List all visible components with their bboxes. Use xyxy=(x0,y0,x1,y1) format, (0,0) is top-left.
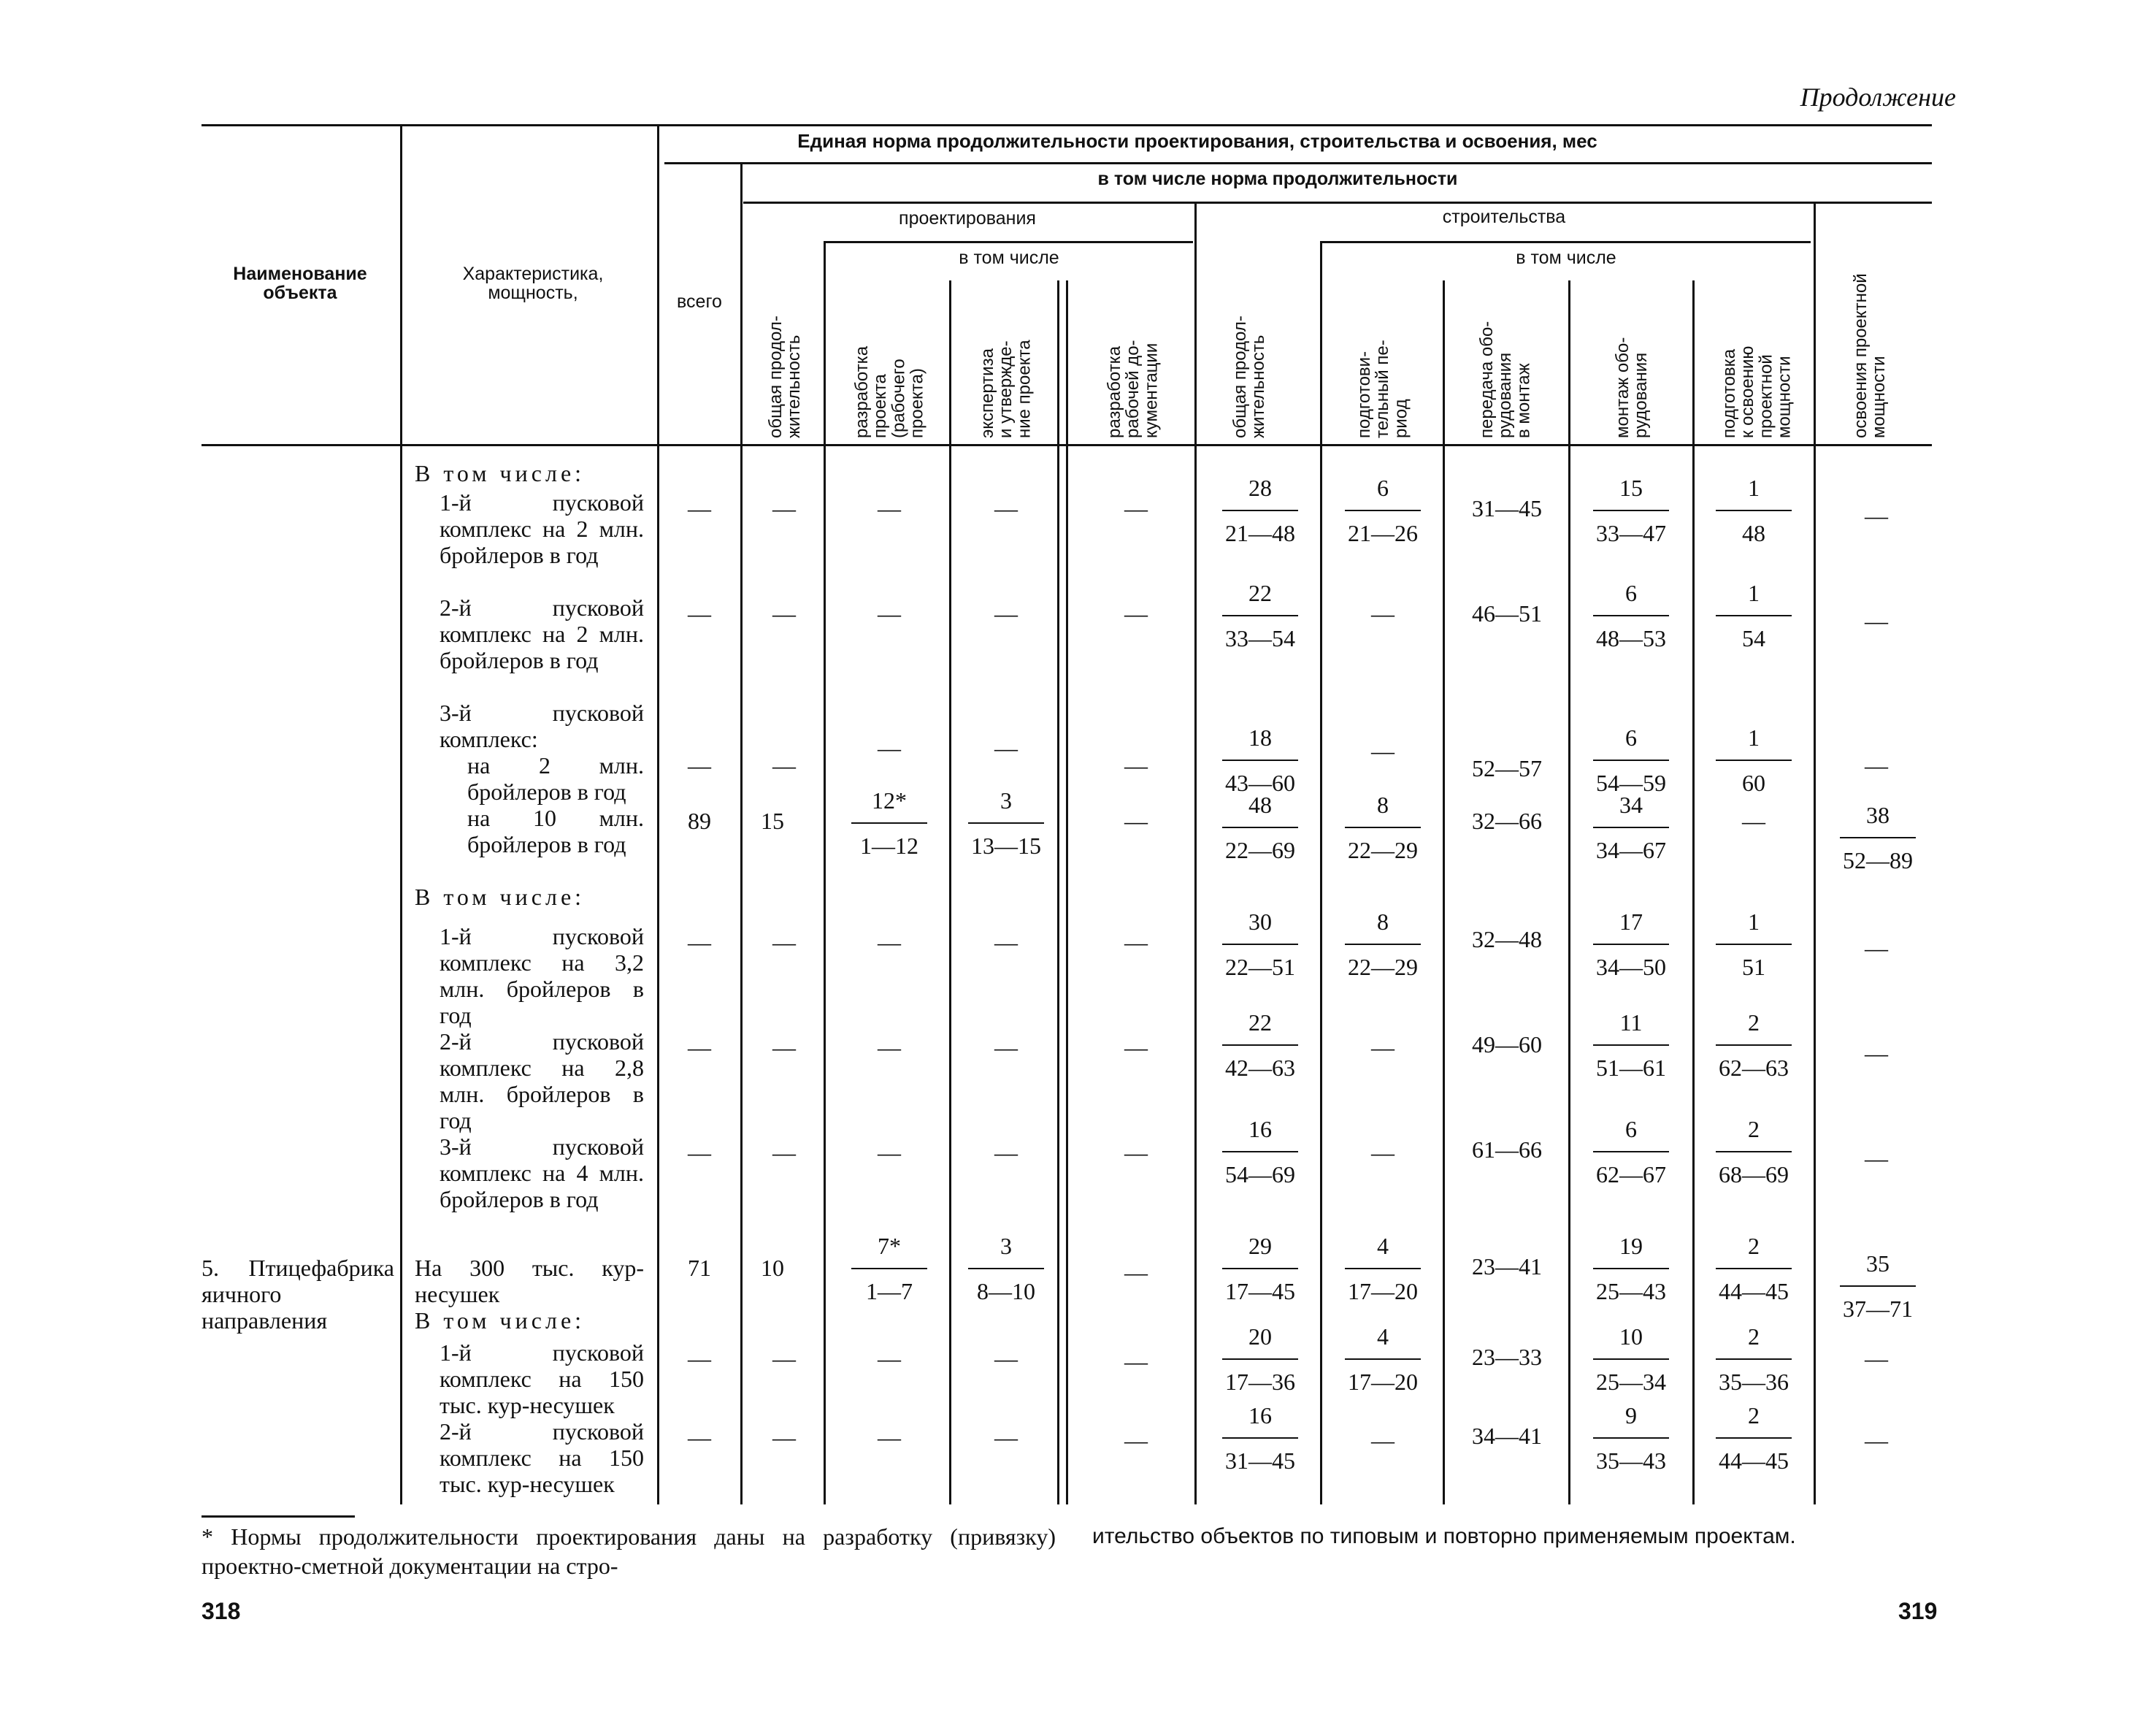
construction-header: строительства xyxy=(1442,207,1566,227)
r7-design-working: — xyxy=(1124,1259,1148,1285)
col-divider-10 xyxy=(1568,280,1570,1504)
r5-install: $\frac{11}{51—61}$ xyxy=(1593,1008,1669,1082)
construction-ready-header: подготовка к освоению проектной мощности xyxy=(1719,345,1795,438)
col-divider-11 xyxy=(1692,280,1695,1504)
r9-transfer: 34—41 xyxy=(1472,1423,1542,1449)
header-rule-1 xyxy=(664,162,1932,164)
col-divider-4 xyxy=(824,241,826,1504)
r4-construction-prep: $\frac{8}{22—29}$ xyxy=(1345,907,1421,982)
r7-design-total: 10 xyxy=(761,1255,784,1281)
r2-ready: $\frac{1}{54}$ xyxy=(1716,578,1792,653)
r3b-design-working: — xyxy=(1124,808,1148,834)
r9-ready: $\frac{2}{44—45}$ xyxy=(1716,1401,1792,1475)
r1-ready: $\frac{1}{48}$ xyxy=(1716,473,1792,548)
r1-construction-total: $\frac{28}{21—48}$ xyxy=(1222,473,1298,548)
footnote-left: * Нормы продолжительности проектирования даны на разработку (привязку) проектно-сметной документации на стро- xyxy=(202,1523,1056,1579)
r3b-total: 89 xyxy=(688,808,711,834)
r2-design-expertise: — xyxy=(994,600,1018,627)
r5-design-working: — xyxy=(1124,1034,1148,1060)
r8-mastering: — xyxy=(1865,1345,1888,1372)
construction-including-header: в том числе xyxy=(1516,248,1616,268)
r9-construction-prep: — xyxy=(1371,1427,1395,1453)
page-number-right: 319 xyxy=(1898,1598,1938,1624)
r8-total: — xyxy=(688,1345,711,1372)
r3b-transfer: 32—66 xyxy=(1472,808,1542,834)
construction-transfer-header: передача обо- рудования в монтаж xyxy=(1477,321,1534,438)
row-2-desc: 2-й пусковой комплекс на 2 млн. бройлеров в год xyxy=(440,594,644,673)
r1-total: — xyxy=(688,495,711,521)
r2-construction-total: $\frac{22}{33—54}$ xyxy=(1222,578,1298,653)
row-7-desc: На 300 тыс. кур-несушек xyxy=(415,1255,644,1307)
construction-total-header: общая продол- жительность xyxy=(1230,315,1269,438)
r3b-design-total: 15 xyxy=(761,808,784,834)
r7-transfer: 23—41 xyxy=(1472,1253,1542,1280)
col-char-header: Характеристика, мощность, xyxy=(462,264,604,304)
r7-total: 71 xyxy=(688,1255,711,1281)
r3a-design-total: — xyxy=(772,752,796,779)
r8-design-working: — xyxy=(1124,1348,1148,1374)
r2-construction-prep: — xyxy=(1371,600,1395,627)
norm-title-header: Единая норма продолжительности проектирования, строительства и освоения, мес xyxy=(797,130,1597,152)
row-9-desc: 2-й пусковой комплекс на 150 тыс. кур-несушек xyxy=(440,1418,644,1497)
r9-mastering: — xyxy=(1865,1427,1888,1453)
r3a-design-expertise: — xyxy=(994,735,1018,761)
col-name-header: Наименование объекта xyxy=(233,264,367,304)
mastering-header: освоения проектной мощности xyxy=(1851,273,1890,438)
page-number-left: 318 xyxy=(202,1598,241,1624)
r3a-install: $\frac{6}{54—59}$ xyxy=(1593,723,1669,798)
r9-design-expertise: — xyxy=(994,1424,1018,1450)
r1-design-total: — xyxy=(772,495,796,521)
r6-total: — xyxy=(688,1139,711,1166)
r1-design-expertise: — xyxy=(994,495,1018,521)
r7-mastering: $\frac{35}{37—71}$ xyxy=(1840,1249,1916,1323)
r8-ready: $\frac{2}{35—36}$ xyxy=(1716,1322,1792,1396)
header-rule-2 xyxy=(743,202,1932,204)
r3b-design-project: $\frac{12*}{1—12}$ xyxy=(851,786,927,860)
r4-total: — xyxy=(688,929,711,955)
r7-construction-total: $\frac{29}{17—45}$ xyxy=(1222,1231,1298,1306)
col-divider-9 xyxy=(1443,280,1445,1504)
continued-label: Продолжение xyxy=(1800,83,1956,112)
design-working-header: разработка рабочей до- кументации xyxy=(1105,340,1162,438)
r6-design-working: — xyxy=(1124,1139,1148,1166)
r7-design-project: $\frac{7*}{1—7}$ xyxy=(851,1231,927,1306)
col-divider-2 xyxy=(657,124,659,1504)
design-including-header: в том числе xyxy=(959,248,1059,268)
r2-mastering: — xyxy=(1865,608,1888,634)
row-8-desc: 1-й пусковой комплекс на 150 тыс. кур-несушек xyxy=(440,1339,644,1418)
r6-install: $\frac{6}{62—67}$ xyxy=(1593,1114,1669,1189)
design-total-header: общая продол- жительность xyxy=(766,315,805,438)
r7-construction-prep: $\frac{4}{17—20}$ xyxy=(1345,1231,1421,1306)
r2-total: — xyxy=(688,600,711,627)
row-5-desc: 2-й пусковой комплекс на 2,8 млн. бройлеров в год xyxy=(440,1028,644,1133)
r5-transfer: 49—60 xyxy=(1472,1031,1542,1057)
r1-construction-prep: $\frac{6}{21—26}$ xyxy=(1345,473,1421,548)
r1-transfer: 31—45 xyxy=(1472,495,1542,521)
r5-construction-total: $\frac{22}{42—63}$ xyxy=(1222,1008,1298,1082)
r3b-mastering: $\frac{38}{52—89}$ xyxy=(1840,800,1916,875)
row-3b-desc: на 10 млн. бройлеров в год xyxy=(467,805,644,857)
r4-ready: $\frac{1}{51}$ xyxy=(1716,907,1792,982)
col-divider-7 xyxy=(1194,202,1197,1504)
footnote-right: ительство объектов по типовым и повторно применяемым проектам. xyxy=(1092,1524,1796,1548)
row-6-desc: 3-й пусковой комплекс на 4 млн. бройлеров в год xyxy=(440,1133,644,1212)
r6-construction-total: $\frac{16}{54—69}$ xyxy=(1222,1114,1298,1189)
r4-transfer: 32—48 xyxy=(1472,926,1542,952)
r3b-construction-prep: $\frac{8}{22—29}$ xyxy=(1345,790,1421,865)
r2-design-total: — xyxy=(772,600,796,627)
r2-transfer: 46—51 xyxy=(1472,600,1542,627)
row-4-desc: 1-й пусковой комплекс на 3,2 млн. бройлеров в год xyxy=(440,923,644,1028)
row-1-desc: 1-й пусковой комплекс на 2 млн. бройлеров в год xyxy=(440,489,644,568)
object-5-name: 5. Птицефабрика яичного направления xyxy=(202,1255,394,1334)
r8-transfer: 23—33 xyxy=(1472,1344,1542,1370)
r6-mastering: — xyxy=(1865,1145,1888,1171)
including-label-3: В том числе: xyxy=(415,1307,586,1334)
r3a-design-working: — xyxy=(1124,752,1148,779)
r4-design-expertise: — xyxy=(994,929,1018,955)
footnote-rule xyxy=(202,1515,355,1518)
r1-install: $\frac{15}{33—47}$ xyxy=(1593,473,1669,548)
r3b-install: $\frac{34}{34—67}$ xyxy=(1593,790,1669,865)
table-top-rule xyxy=(202,124,1932,126)
r9-total: — xyxy=(688,1424,711,1450)
r7-ready: $\frac{2}{44—45}$ xyxy=(1716,1231,1792,1306)
r1-design-working: — xyxy=(1124,495,1148,521)
including-label-2: В том числе: xyxy=(415,884,586,910)
r3b-construction-total: $\frac{48}{22—69}$ xyxy=(1222,790,1298,865)
r4-install: $\frac{17}{34—50}$ xyxy=(1593,907,1669,982)
r1-mastering: — xyxy=(1865,502,1888,529)
r3b-ready: — xyxy=(1742,808,1765,834)
r9-design-working: — xyxy=(1124,1427,1148,1453)
col-divider-1 xyxy=(400,124,402,1504)
r7-design-expertise: $\frac{3}{8—10}$ xyxy=(968,1231,1044,1306)
r1-design-project: — xyxy=(878,495,901,521)
r5-design-expertise: — xyxy=(994,1034,1018,1060)
r3a-mastering: — xyxy=(1865,752,1888,779)
r9-design-total: — xyxy=(772,1424,796,1450)
row-3-desc: 3-й пусковой комплекс: xyxy=(440,700,644,752)
r8-construction-total: $\frac{20}{17—36}$ xyxy=(1222,1322,1298,1396)
r8-design-project: — xyxy=(878,1345,901,1372)
r3a-transfer: 52—57 xyxy=(1472,755,1542,781)
r3a-construction-total: $\frac{18}{43—60}$ xyxy=(1222,723,1298,798)
r6-design-expertise: — xyxy=(994,1139,1018,1166)
r4-construction-total: $\frac{30}{22—51}$ xyxy=(1222,907,1298,982)
row-3a-desc: на 2 млн. бройлеров в год xyxy=(467,752,644,805)
r3a-design-project: — xyxy=(878,735,901,761)
r8-design-total: — xyxy=(772,1345,796,1372)
r5-construction-prep: — xyxy=(1371,1034,1395,1060)
including-label-1: В том числе: xyxy=(415,460,586,486)
including-norm-header: в том числе норма продолжительности xyxy=(1097,169,1458,189)
r9-install: $\frac{9}{35—43}$ xyxy=(1593,1401,1669,1475)
r5-design-total: — xyxy=(772,1034,796,1060)
r4-design-total: — xyxy=(772,929,796,955)
r9-construction-total: $\frac{16}{31—45}$ xyxy=(1222,1401,1298,1475)
r8-design-expertise: — xyxy=(994,1345,1018,1372)
col-divider-8 xyxy=(1320,241,1322,1504)
r6-design-total: — xyxy=(772,1139,796,1166)
col-divider-3 xyxy=(740,162,743,1504)
r3b-design-expertise: $\frac{3}{13—15}$ xyxy=(968,786,1044,860)
r5-mastering: — xyxy=(1865,1040,1888,1066)
r6-design-project: — xyxy=(878,1139,901,1166)
total-header: всего xyxy=(677,291,722,312)
r2-install: $\frac{6}{48—53}$ xyxy=(1593,578,1669,653)
r5-ready: $\frac{2}{62—63}$ xyxy=(1716,1008,1792,1082)
r6-ready: $\frac{2}{68—69}$ xyxy=(1716,1114,1792,1189)
construction-install-header: монтаж обо- рудования xyxy=(1613,337,1651,438)
r2-design-project: — xyxy=(878,600,901,627)
design-project-header: разработка проекта (рабочего проекта) xyxy=(852,345,927,438)
r3a-total: — xyxy=(688,752,711,779)
header-rule-3 xyxy=(824,241,1193,243)
r7-install: $\frac{19}{25—43}$ xyxy=(1593,1231,1669,1306)
col-divider-12 xyxy=(1814,202,1816,1504)
r6-construction-prep: — xyxy=(1371,1139,1395,1166)
r5-total: — xyxy=(688,1034,711,1060)
r4-mastering: — xyxy=(1865,935,1888,961)
col-divider-6b xyxy=(1066,280,1068,1504)
design-header: проектирования xyxy=(899,208,1036,229)
r4-design-project: — xyxy=(878,929,901,955)
r9-design-project: — xyxy=(878,1424,901,1450)
r5-design-project: — xyxy=(878,1034,901,1060)
col-divider-6 xyxy=(1057,280,1059,1504)
r6-transfer: 61—66 xyxy=(1472,1136,1542,1163)
r8-install: $\frac{10}{25—34}$ xyxy=(1593,1322,1669,1396)
r3a-construction-prep: — xyxy=(1371,738,1395,764)
construction-prep-header: подготови- тельный пе- риод xyxy=(1354,340,1411,438)
col-divider-5 xyxy=(949,280,951,1504)
header-rule-4 xyxy=(1320,241,1811,243)
r8-construction-prep: $\frac{4}{17—20}$ xyxy=(1345,1322,1421,1396)
design-expertise-header: экспертиза и утвержде- ние проекта xyxy=(978,340,1035,438)
r2-design-working: — xyxy=(1124,600,1148,627)
r4-design-working: — xyxy=(1124,929,1148,955)
r3a-ready: $\frac{1}{60}$ xyxy=(1716,723,1792,798)
